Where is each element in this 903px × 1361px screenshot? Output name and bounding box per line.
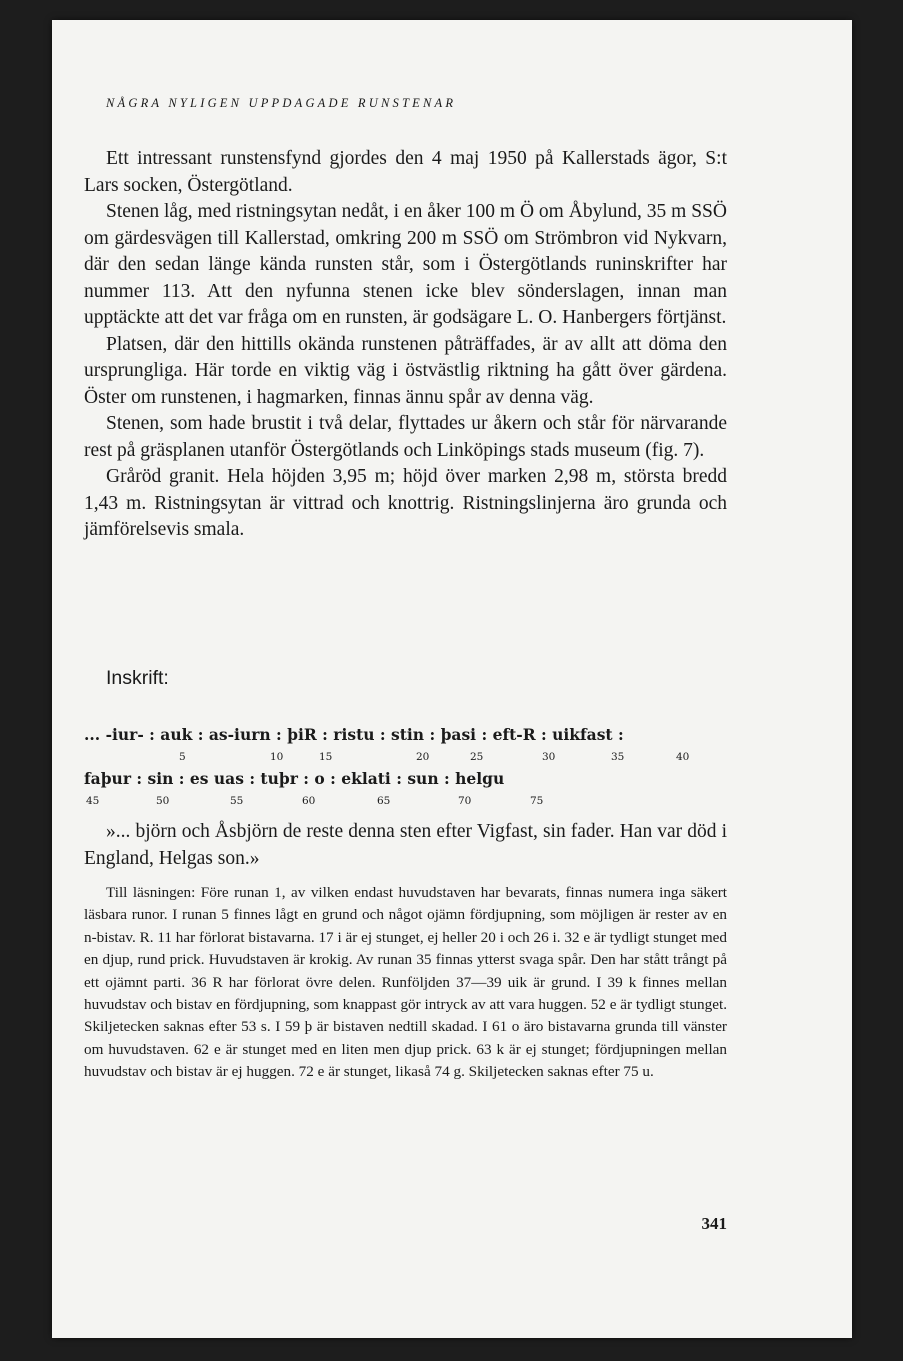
rune-number: 45 (86, 795, 100, 807)
rune-number: 75 (530, 795, 544, 807)
translation-text: »... björn och Åsbjörn de reste denna sten efter Vigfast, sin fader. Han var död i England, Helgas son.» (84, 821, 727, 869)
body-text (84, 146, 727, 544)
paragraph: Gråröd granit. Hela höjden 3,95 m; höjd över marken 2,98 m, största bredd 1,43 m. Ristningsytan är vittrad och knottrig. Ristningslinjerna äro grunda och jämförelsevis smala. (84, 466, 727, 540)
running-header: NÅGRA NYLIGEN UPPDAGADE RUNSTENAR (106, 96, 457, 110)
paragraph: Ett intressant runstensfynd gjordes den 4 maj 1950 på Kallerstads ägor, S:t Lars socken, Östergötland. (84, 148, 727, 196)
paragraph: Stenen låg, med ristningsytan nedåt, i en åker 100 m Ö om Åbylund, 35 m SSÖ om gärdesvägen till Kallerstad, omkring 200 m SSÖ om Strömbron vid Nykvarn, där den sedan länge kända runsten står, som i Östergötlands runinskrifter har nummer 113. Att den nyfunna stenen icke blev sönderslagen, innan man upptäckte att det var fråga om en runsten, är godsägare L. O. Hanbergers förtjänst. (84, 201, 727, 328)
notes-text: Till läsningen: Före runan 1, av vilken endast huvudstaven har bevarats, finnas numera inga säkert läsbara runor. I runan 5 finnes lågt en grund och något ojämn fördjupning, som möjligen är rester av en n-bistav. R. 11 har förlorat bistavarna. 17 i är ej stunget, ej heller 20 i och 26 i. 32 e är tydligt stunget med en djup, rund prick. Huvudstaven är krokig. Av runan 35 finnas ytterst svaga spår. Den har stått trångt på ett ojämnt parti. 36 R har förlorat övre delen. Runföljden 37—39 uik är grund. I 39 k finnes mellan huvudstav och bistav en fördjupning, som knappast gör intryck av att vara huggen. 52 e är tydligt stunget. Skiljetecken saknas efter 53 s. I 59 þ är bistaven nedtill skadad. I 61 o äro bistavarna grunda till vänster om huvudstaven. 62 e är stunget med en liten men djup prick. 63 k är ej stunget; fördjupningen mellan huvudstav och bistav är ej huggen. 72 e är stunget, likaså 74 g. Skiljetecken saknas efter 75 u. (84, 884, 727, 1081)
rune-number: 5 (179, 751, 186, 763)
rune-number: 70 (458, 795, 472, 807)
rune-number: 65 (377, 795, 391, 807)
inscription-line-2: faþur : sin : es uas : tuþr : o : eklati : sun : helgu (84, 769, 505, 788)
rune-number: 40 (676, 751, 690, 763)
rune-number: 15 (319, 751, 333, 763)
rune-number: 60 (302, 795, 316, 807)
translation (84, 818, 727, 872)
paragraph: Platsen, där den hittills okända runstenen påträffades, är av allt att döma den ursprungliga. Här torde en viktig väg i östvästlig riktning ha gått över gärdena. Öster om runstenen, i hagmarken, finnas ännu spår av denna väg. (84, 333, 727, 408)
book-page (52, 20, 852, 1338)
rune-number: 25 (470, 751, 484, 763)
rune-number: 50 (156, 795, 170, 807)
inscription-label: Inskrift: (106, 667, 169, 689)
page-number: 341 (701, 1214, 727, 1233)
rune-number: 35 (611, 751, 625, 763)
rune-number: 10 (270, 751, 284, 763)
rune-number: 20 (416, 751, 430, 763)
rune-number: 30 (542, 751, 556, 763)
inscription-line-1: ... -iur- : auk : as-iurn : þiR : ristu : stin : þasi : eft-R : uikfast : (84, 725, 624, 744)
reading-notes (84, 882, 727, 1084)
paragraph: Stenen, som hade brustit i två delar, flyttades ur åkern och står för närvarande rest på gräsplanen utanför Östergötlands och Linköpings stads museum (fig. 7). (84, 413, 727, 461)
rune-number: 55 (230, 795, 244, 807)
